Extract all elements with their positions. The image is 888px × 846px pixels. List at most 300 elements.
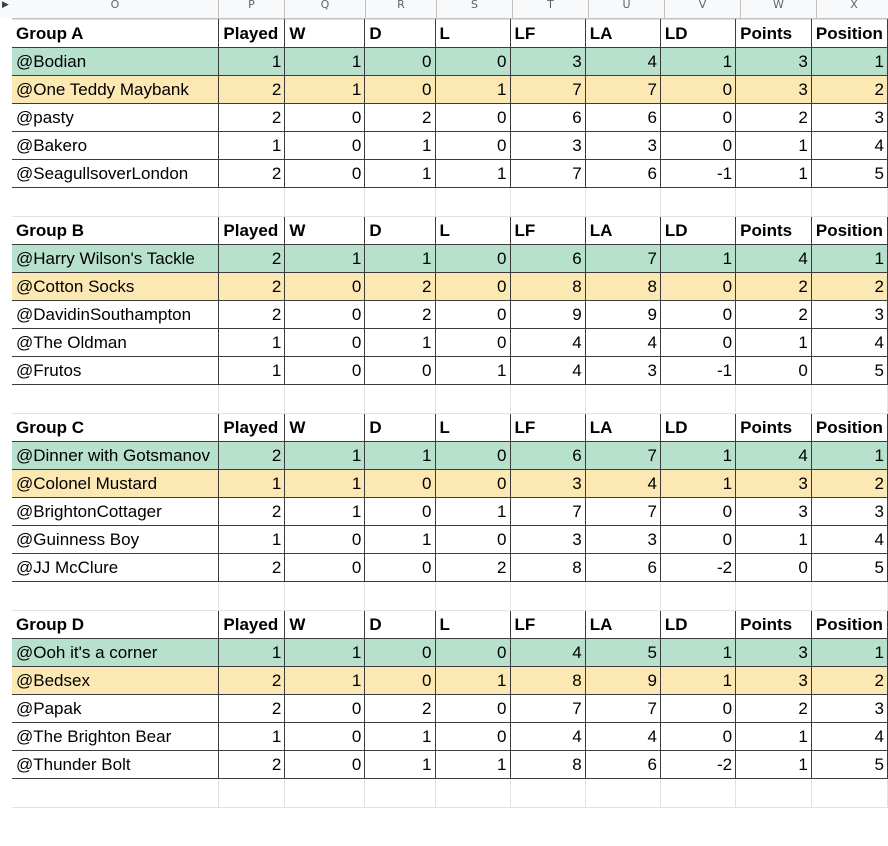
l-cell[interactable]: 0: [435, 639, 510, 667]
d-cell[interactable]: 2: [365, 273, 435, 301]
position-cell[interactable]: 2: [811, 76, 887, 104]
lf-cell[interactable]: 3: [510, 526, 585, 554]
empty-cell[interactable]: [811, 582, 887, 611]
table-row: [12, 667, 888, 695]
w-cell[interactable]: 0: [285, 301, 365, 329]
empty-cell[interactable]: [285, 385, 365, 414]
l-cell[interactable]: 0: [435, 695, 510, 723]
position-cell[interactable]: 2: [811, 273, 887, 301]
empty-cell[interactable]: [811, 385, 887, 414]
lf-cell[interactable]: 4: [510, 329, 585, 357]
points-cell[interactable]: 3: [736, 667, 812, 695]
empty-cell[interactable]: [736, 385, 812, 414]
empty-cell[interactable]: [660, 779, 735, 808]
played-cell[interactable]: 2: [219, 273, 285, 301]
position-cell[interactable]: 3: [811, 695, 887, 723]
la-cell[interactable]: 3: [585, 357, 660, 385]
la-cell[interactable]: 9: [585, 301, 660, 329]
position-cell[interactable]: 2: [811, 667, 887, 695]
played-cell[interactable]: 2: [219, 751, 285, 779]
empty-cell[interactable]: [12, 188, 219, 217]
column-header-position[interactable]: Position: [811, 611, 887, 639]
empty-cell[interactable]: [12, 385, 219, 414]
column-header-points[interactable]: Points: [736, 20, 812, 48]
ld-cell[interactable]: 1: [660, 245, 735, 273]
l-cell[interactable]: 0: [435, 48, 510, 76]
points-cell[interactable]: 2: [736, 273, 812, 301]
l-cell[interactable]: 1: [435, 76, 510, 104]
empty-cell[interactable]: [219, 385, 285, 414]
empty-cell[interactable]: [365, 385, 435, 414]
la-cell[interactable]: 9: [585, 667, 660, 695]
w-cell[interactable]: 0: [285, 160, 365, 188]
ld-cell[interactable]: 0: [660, 329, 735, 357]
lf-cell[interactable]: 3: [510, 132, 585, 160]
w-cell[interactable]: 0: [285, 273, 365, 301]
points-cell[interactable]: 3: [736, 639, 812, 667]
ld-cell[interactable]: 0: [660, 301, 735, 329]
column-header-l[interactable]: L: [435, 611, 510, 639]
table-row: [12, 498, 888, 526]
column-header-played[interactable]: Played: [219, 217, 285, 245]
ld-cell[interactable]: -2: [660, 751, 735, 779]
empty-cell[interactable]: [285, 188, 365, 217]
position-cell[interactable]: 4: [811, 723, 887, 751]
empty-cell[interactable]: [435, 779, 510, 808]
group-title[interactable]: Group D: [12, 611, 219, 639]
team-name-cell[interactable]: @Guinness Boy: [12, 526, 219, 554]
column-letter-x[interactable]: X: [817, 0, 888, 18]
empty-cell[interactable]: [660, 582, 735, 611]
position-cell[interactable]: 5: [811, 357, 887, 385]
column-header-lf[interactable]: LF: [510, 414, 585, 442]
column-header-la[interactable]: LA: [585, 20, 660, 48]
position-cell[interactable]: 1: [811, 245, 887, 273]
team-name-cell[interactable]: @DavidinSouthampton: [12, 301, 219, 329]
ld-cell[interactable]: 0: [660, 132, 735, 160]
group-title[interactable]: Group C: [12, 414, 219, 442]
empty-cell[interactable]: [811, 779, 887, 808]
team-name-cell[interactable]: @The Brighton Bear: [12, 723, 219, 751]
empty-cell[interactable]: [736, 779, 812, 808]
empty-cell[interactable]: [811, 188, 887, 217]
team-name-cell[interactable]: @Colonel Mustard: [12, 470, 219, 498]
column-header-position[interactable]: Position: [811, 414, 887, 442]
column-header-points[interactable]: Points: [736, 414, 812, 442]
lf-cell[interactable]: 7: [510, 76, 585, 104]
lf-cell[interactable]: 8: [510, 273, 585, 301]
column-header-ld[interactable]: LD: [660, 217, 735, 245]
la-cell[interactable]: 3: [585, 526, 660, 554]
d-cell[interactable]: 2: [365, 104, 435, 132]
column-letter-p[interactable]: P: [219, 0, 285, 18]
empty-cell[interactable]: [435, 582, 510, 611]
lf-cell[interactable]: 8: [510, 554, 585, 582]
lf-cell[interactable]: 4: [510, 357, 585, 385]
played-cell[interactable]: 2: [219, 301, 285, 329]
w-cell[interactable]: 0: [285, 723, 365, 751]
w-cell[interactable]: 0: [285, 104, 365, 132]
d-cell[interactable]: 0: [365, 48, 435, 76]
points-cell[interactable]: 3: [736, 498, 812, 526]
table-row: [12, 357, 888, 385]
points-cell[interactable]: 2: [736, 104, 812, 132]
points-cell[interactable]: 1: [736, 160, 812, 188]
empty-cell[interactable]: [365, 779, 435, 808]
column-header-w[interactable]: W: [285, 414, 365, 442]
column-header-ld[interactable]: LD: [660, 414, 735, 442]
lf-cell[interactable]: 7: [510, 160, 585, 188]
ld-cell[interactable]: -1: [660, 160, 735, 188]
team-name-cell[interactable]: @Bedsex: [12, 667, 219, 695]
empty-cell[interactable]: [12, 582, 219, 611]
played-cell[interactable]: 2: [219, 76, 285, 104]
la-cell[interactable]: 3: [585, 132, 660, 160]
w-cell[interactable]: 0: [285, 526, 365, 554]
points-cell[interactable]: 1: [736, 132, 812, 160]
lf-cell[interactable]: 9: [510, 301, 585, 329]
w-cell[interactable]: 0: [285, 132, 365, 160]
table-row: [12, 329, 888, 357]
ld-cell[interactable]: 1: [660, 667, 735, 695]
column-header-points[interactable]: Points: [736, 217, 812, 245]
w-cell[interactable]: 0: [285, 751, 365, 779]
empty-cell[interactable]: [435, 188, 510, 217]
points-cell[interactable]: 1: [736, 329, 812, 357]
team-name-cell[interactable]: @Papak: [12, 695, 219, 723]
column-header-w[interactable]: W: [285, 611, 365, 639]
position-cell[interactable]: 4: [811, 132, 887, 160]
column-header-ld[interactable]: LD: [660, 611, 735, 639]
l-cell[interactable]: 0: [435, 132, 510, 160]
la-cell[interactable]: 4: [585, 470, 660, 498]
column-header-played[interactable]: Played: [219, 414, 285, 442]
column-header-la[interactable]: LA: [585, 611, 660, 639]
lf-cell[interactable]: 4: [510, 723, 585, 751]
team-name-cell[interactable]: @Ooh it's a corner: [12, 639, 219, 667]
played-cell[interactable]: 2: [219, 498, 285, 526]
lf-cell[interactable]: 6: [510, 442, 585, 470]
played-cell[interactable]: 1: [219, 526, 285, 554]
group-title[interactable]: Group B: [12, 217, 219, 245]
points-cell[interactable]: 4: [736, 442, 812, 470]
la-cell[interactable]: 7: [585, 498, 660, 526]
ld-cell[interactable]: 0: [660, 526, 735, 554]
d-cell[interactable]: 1: [365, 442, 435, 470]
la-cell[interactable]: 4: [585, 329, 660, 357]
column-header-d[interactable]: D: [365, 414, 435, 442]
column-letter-w[interactable]: W: [741, 0, 817, 18]
empty-cell[interactable]: [660, 188, 735, 217]
w-cell[interactable]: 0: [285, 695, 365, 723]
ld-cell[interactable]: 0: [660, 273, 735, 301]
ld-cell[interactable]: 0: [660, 498, 735, 526]
ld-cell[interactable]: 1: [660, 442, 735, 470]
d-cell[interactable]: 0: [365, 498, 435, 526]
l-cell[interactable]: 0: [435, 470, 510, 498]
points-cell[interactable]: 1: [736, 723, 812, 751]
w-cell[interactable]: 1: [285, 470, 365, 498]
empty-cell[interactable]: [585, 188, 660, 217]
lf-cell[interactable]: 6: [510, 245, 585, 273]
column-header-w[interactable]: W: [285, 20, 365, 48]
points-cell[interactable]: 1: [736, 526, 812, 554]
position-cell[interactable]: 4: [811, 526, 887, 554]
group-header-row: [12, 20, 888, 48]
played-cell[interactable]: 2: [219, 245, 285, 273]
points-cell[interactable]: 1: [736, 751, 812, 779]
empty-cell[interactable]: [365, 582, 435, 611]
empty-cell[interactable]: [12, 779, 219, 808]
triangle-right-icon[interactable]: ▶: [2, 0, 9, 9]
d-cell[interactable]: 0: [365, 470, 435, 498]
la-cell[interactable]: 4: [585, 723, 660, 751]
empty-cell[interactable]: [585, 582, 660, 611]
column-header-played[interactable]: Played: [219, 611, 285, 639]
column-letter-q[interactable]: Q: [285, 0, 366, 18]
column-letter-t[interactable]: T: [513, 0, 589, 18]
d-cell[interactable]: 0: [365, 667, 435, 695]
played-cell[interactable]: 1: [219, 723, 285, 751]
column-header-points[interactable]: Points: [736, 611, 812, 639]
lf-cell[interactable]: 8: [510, 751, 585, 779]
played-cell[interactable]: 2: [219, 667, 285, 695]
played-cell[interactable]: 1: [219, 329, 285, 357]
empty-cell[interactable]: [585, 385, 660, 414]
ld-cell[interactable]: 0: [660, 104, 735, 132]
la-cell[interactable]: 6: [585, 751, 660, 779]
ld-cell[interactable]: 0: [660, 695, 735, 723]
column-header-la[interactable]: LA: [585, 217, 660, 245]
group-title[interactable]: Group A: [12, 20, 219, 48]
column-header-w[interactable]: W: [285, 217, 365, 245]
column-header-played[interactable]: Played: [219, 20, 285, 48]
position-cell[interactable]: 1: [811, 639, 887, 667]
d-cell[interactable]: 1: [365, 132, 435, 160]
column-header-position[interactable]: Position: [811, 20, 887, 48]
team-name-cell[interactable]: @SeagullsoverLondon: [12, 160, 219, 188]
column-header-position[interactable]: Position: [811, 217, 887, 245]
points-cell[interactable]: 2: [736, 301, 812, 329]
w-cell[interactable]: 1: [285, 639, 365, 667]
d-cell[interactable]: 0: [365, 357, 435, 385]
table-row: [12, 695, 888, 723]
lf-cell[interactable]: 7: [510, 695, 585, 723]
ld-cell[interactable]: -1: [660, 357, 735, 385]
l-cell[interactable]: 0: [435, 301, 510, 329]
w-cell[interactable]: 0: [285, 357, 365, 385]
lf-cell[interactable]: 8: [510, 667, 585, 695]
l-cell[interactable]: 0: [435, 245, 510, 273]
played-cell[interactable]: 1: [219, 639, 285, 667]
d-cell[interactable]: 1: [365, 526, 435, 554]
column-header-l[interactable]: L: [435, 217, 510, 245]
played-cell[interactable]: 2: [219, 442, 285, 470]
ld-cell[interactable]: 1: [660, 48, 735, 76]
l-cell[interactable]: 1: [435, 498, 510, 526]
played-cell[interactable]: 2: [219, 104, 285, 132]
points-cell[interactable]: 0: [736, 554, 812, 582]
ld-cell[interactable]: 0: [660, 76, 735, 104]
d-cell[interactable]: 1: [365, 751, 435, 779]
empty-cell[interactable]: [510, 582, 585, 611]
column-letter-r[interactable]: R: [366, 0, 437, 18]
team-name-cell[interactable]: @The Oldman: [12, 329, 219, 357]
la-cell[interactable]: 5: [585, 639, 660, 667]
empty-cell[interactable]: [585, 779, 660, 808]
empty-cell[interactable]: [219, 582, 285, 611]
l-cell[interactable]: 1: [435, 160, 510, 188]
l-cell[interactable]: 0: [435, 329, 510, 357]
l-cell[interactable]: 0: [435, 442, 510, 470]
w-cell[interactable]: 0: [285, 554, 365, 582]
l-cell[interactable]: 1: [435, 751, 510, 779]
column-header-ld[interactable]: LD: [660, 20, 735, 48]
d-cell[interactable]: 1: [365, 160, 435, 188]
played-cell[interactable]: 1: [219, 470, 285, 498]
played-cell[interactable]: 2: [219, 695, 285, 723]
ld-cell[interactable]: -2: [660, 554, 735, 582]
column-header-la[interactable]: LA: [585, 414, 660, 442]
d-cell[interactable]: 2: [365, 301, 435, 329]
la-cell[interactable]: 6: [585, 554, 660, 582]
d-cell[interactable]: 0: [365, 76, 435, 104]
w-cell[interactable]: 1: [285, 667, 365, 695]
column-letter-s[interactable]: S: [437, 0, 513, 18]
column-header-lf[interactable]: LF: [510, 20, 585, 48]
w-cell[interactable]: 1: [285, 48, 365, 76]
l-cell[interactable]: 1: [435, 357, 510, 385]
column-letter-u[interactable]: U: [589, 0, 665, 18]
team-name-cell[interactable]: @JJ McClure: [12, 554, 219, 582]
la-cell[interactable]: 7: [585, 76, 660, 104]
team-name-cell[interactable]: @One Teddy Maybank: [12, 76, 219, 104]
column-letter-o[interactable]: O: [12, 0, 219, 18]
column-header-d[interactable]: D: [365, 611, 435, 639]
column-header-d[interactable]: D: [365, 217, 435, 245]
w-cell[interactable]: 1: [285, 498, 365, 526]
table-row: [12, 76, 888, 104]
lf-cell[interactable]: 3: [510, 48, 585, 76]
played-cell[interactable]: 2: [219, 554, 285, 582]
team-name-cell[interactable]: @Thunder Bolt: [12, 751, 219, 779]
column-header-d[interactable]: D: [365, 20, 435, 48]
ld-cell[interactable]: 0: [660, 723, 735, 751]
la-cell[interactable]: 7: [585, 245, 660, 273]
team-name-cell[interactable]: @Bakero: [12, 132, 219, 160]
team-name-cell[interactable]: @Harry Wilson's Tackle: [12, 245, 219, 273]
l-cell[interactable]: 0: [435, 723, 510, 751]
empty-cell[interactable]: [510, 385, 585, 414]
d-cell[interactable]: 0: [365, 639, 435, 667]
w-cell[interactable]: 1: [285, 76, 365, 104]
empty-cell[interactable]: [285, 779, 365, 808]
team-name-cell[interactable]: @BrightonCottager: [12, 498, 219, 526]
lf-cell[interactable]: 6: [510, 104, 585, 132]
la-cell[interactable]: 7: [585, 442, 660, 470]
team-name-cell[interactable]: @Dinner with Gotsmanov: [12, 442, 219, 470]
d-cell[interactable]: 1: [365, 723, 435, 751]
empty-cell[interactable]: [660, 385, 735, 414]
empty-cell[interactable]: [510, 188, 585, 217]
points-cell[interactable]: 0: [736, 357, 812, 385]
empty-cell[interactable]: [219, 779, 285, 808]
column-header-l[interactable]: L: [435, 414, 510, 442]
la-cell[interactable]: 6: [585, 160, 660, 188]
lf-cell[interactable]: 3: [510, 470, 585, 498]
empty-cell[interactable]: [365, 188, 435, 217]
team-name-cell[interactable]: @Frutos: [12, 357, 219, 385]
d-cell[interactable]: 1: [365, 245, 435, 273]
empty-cell[interactable]: [736, 188, 812, 217]
points-cell[interactable]: 3: [736, 48, 812, 76]
position-cell[interactable]: 2: [811, 470, 887, 498]
ld-cell[interactable]: 1: [660, 470, 735, 498]
empty-cell[interactable]: [435, 385, 510, 414]
table-row: [12, 723, 888, 751]
position-cell[interactable]: 3: [811, 301, 887, 329]
points-cell[interactable]: 3: [736, 76, 812, 104]
w-cell[interactable]: 0: [285, 329, 365, 357]
position-cell[interactable]: 1: [811, 48, 887, 76]
d-cell[interactable]: 1: [365, 329, 435, 357]
column-header-l[interactable]: L: [435, 20, 510, 48]
table-row: [12, 301, 888, 329]
lf-cell[interactable]: 4: [510, 639, 585, 667]
played-cell[interactable]: 1: [219, 357, 285, 385]
l-cell[interactable]: 1: [435, 667, 510, 695]
la-cell[interactable]: 6: [585, 104, 660, 132]
played-cell[interactable]: 2: [219, 160, 285, 188]
la-cell[interactable]: 8: [585, 273, 660, 301]
empty-cell[interactable]: [285, 582, 365, 611]
team-name-cell[interactable]: @pasty: [12, 104, 219, 132]
column-header-lf[interactable]: LF: [510, 217, 585, 245]
ld-cell[interactable]: 1: [660, 639, 735, 667]
w-cell[interactable]: 1: [285, 442, 365, 470]
lf-cell[interactable]: 7: [510, 498, 585, 526]
empty-cell[interactable]: [736, 582, 812, 611]
l-cell[interactable]: 0: [435, 104, 510, 132]
played-cell[interactable]: 1: [219, 132, 285, 160]
played-cell[interactable]: 1: [219, 48, 285, 76]
l-cell[interactable]: 2: [435, 554, 510, 582]
position-cell[interactable]: 4: [811, 329, 887, 357]
position-cell[interactable]: 3: [811, 498, 887, 526]
d-cell[interactable]: 0: [365, 554, 435, 582]
position-cell[interactable]: 5: [811, 160, 887, 188]
position-cell[interactable]: 5: [811, 554, 887, 582]
l-cell[interactable]: 0: [435, 273, 510, 301]
w-cell[interactable]: 1: [285, 245, 365, 273]
team-name-cell[interactable]: @Bodian: [12, 48, 219, 76]
points-cell[interactable]: 2: [736, 695, 812, 723]
d-cell[interactable]: 2: [365, 695, 435, 723]
team-name-cell[interactable]: @Cotton Socks: [12, 273, 219, 301]
points-cell[interactable]: 4: [736, 245, 812, 273]
l-cell[interactable]: 0: [435, 526, 510, 554]
position-cell[interactable]: 1: [811, 442, 887, 470]
empty-cell[interactable]: [510, 779, 585, 808]
column-letter-v[interactable]: V: [665, 0, 741, 18]
la-cell[interactable]: 7: [585, 695, 660, 723]
empty-cell[interactable]: [219, 188, 285, 217]
column-header-lf[interactable]: LF: [510, 611, 585, 639]
points-cell[interactable]: 3: [736, 470, 812, 498]
position-cell[interactable]: 5: [811, 751, 887, 779]
la-cell[interactable]: 4: [585, 48, 660, 76]
position-cell[interactable]: 3: [811, 104, 887, 132]
